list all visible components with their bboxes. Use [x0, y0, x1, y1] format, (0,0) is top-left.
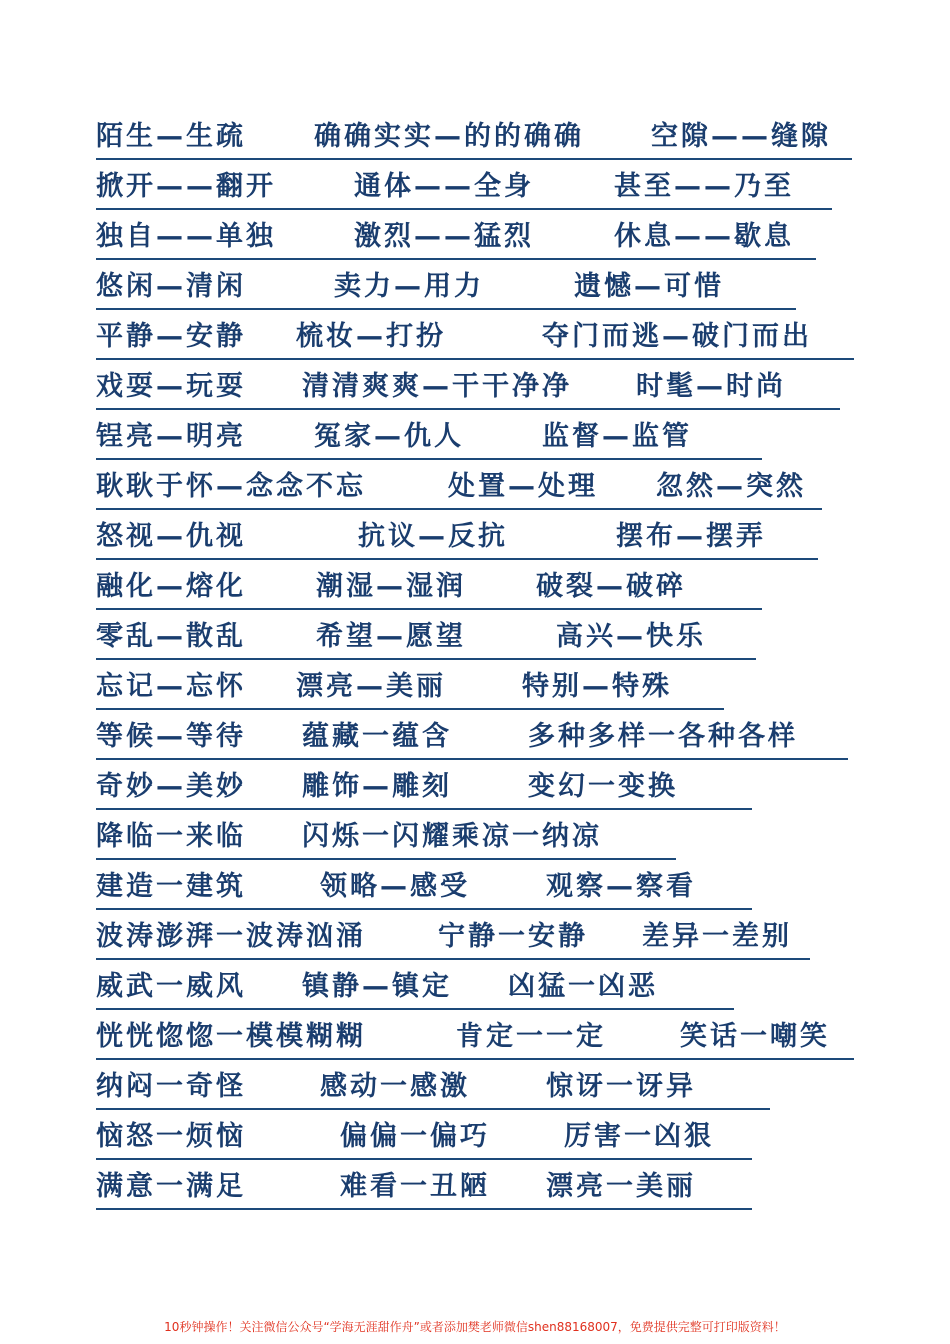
synonym-row [96, 868, 752, 910]
synonym-pair: 甚至——乃至 [614, 171, 794, 202]
synonym-pair: 处置—处理 [448, 471, 598, 502]
synonym-row [96, 1168, 752, 1210]
synonym-pair: 时髦—时尚 [636, 371, 786, 402]
synonym-pair: 陌生—生疏 [96, 121, 246, 152]
synonym-pair: 漂亮一美丽 [546, 1171, 696, 1202]
synonym-pair: 满意一满足 [96, 1171, 246, 1202]
synonym-pair: 融化—熔化 [96, 571, 246, 602]
synonym-pair: 宁静一安静 [438, 921, 588, 952]
synonym-row [96, 368, 840, 410]
synonym-pair: 凶猛一凶恶 [508, 971, 658, 1002]
synonym-row [96, 918, 810, 960]
synonym-pair: 蕴藏一蕴含 [302, 721, 452, 752]
synonym-pair: 锃亮—明亮 [96, 421, 246, 452]
synonym-pair: 肯定一一定 [456, 1021, 606, 1052]
synonym-pair: 等候—等待 [96, 721, 246, 752]
synonym-row [96, 1068, 770, 1110]
synonym-pair: 耿耿于怀—念念不忘 [96, 471, 366, 502]
synonym-row [96, 718, 848, 760]
synonym-pair: 清清爽爽—干干净净 [302, 371, 572, 402]
synonym-pair: 空隙——缝隙 [651, 121, 831, 152]
synonym-pair: 降临一来临 [96, 821, 246, 852]
synonym-pair: 建造一建筑 [96, 871, 246, 902]
synonym-row [96, 318, 854, 360]
synonym-pair: 激烈——猛烈 [354, 221, 534, 252]
synonym-row [96, 118, 852, 160]
synonym-pair: 独自——单独 [96, 221, 276, 252]
synonym-pair: 镇静—镇定 [302, 971, 452, 1002]
synonym-pair: 休息——歇息 [614, 221, 794, 252]
synonym-pair: 波涛澎湃一波涛汹涌 [96, 921, 366, 952]
synonym-pair: 悠闲—清闲 [96, 271, 246, 302]
synonym-pair: 潮湿—湿润 [316, 571, 466, 602]
synonym-pair: 偏偏一偏巧 [340, 1121, 490, 1152]
synonym-pair: 希望—愿望 [316, 621, 466, 652]
synonym-pair: 零乱—散乱 [96, 621, 246, 652]
synonym-pair: 观察—察看 [546, 871, 696, 902]
synonym-row [96, 568, 762, 610]
synonym-pair: 怒视—仇视 [96, 521, 246, 552]
synonym-pair: 漂亮—美丽 [296, 671, 446, 702]
synonym-pair: 忘记—忘怀 [96, 671, 246, 702]
synonym-pair: 摆布—摆弄 [616, 521, 766, 552]
synonym-row [96, 1018, 854, 1060]
synonym-pair: 领略—感受 [320, 871, 470, 902]
synonym-pair: 雕饰—雕刻 [302, 771, 452, 802]
synonym-pair: 梳妆—打扮 [296, 321, 446, 352]
synonym-pair: 多种多样一各种各样 [528, 721, 798, 752]
synonym-row [96, 468, 822, 510]
synonym-pair: 惊讶一讶异 [546, 1071, 696, 1102]
synonym-pair: 忽然—突然 [656, 471, 806, 502]
synonym-pair: 笑话一嘲笑 [680, 1021, 830, 1052]
synonym-pair: 卖力—用力 [334, 271, 484, 302]
synonym-pair: 夺门而逃—破门而出 [542, 321, 812, 352]
synonym-pair: 恼怒一烦恼 [96, 1121, 246, 1152]
synonym-pair: 难看一丑陋 [340, 1171, 490, 1202]
synonym-pair: 纳闷一奇怪 [96, 1071, 246, 1102]
synonym-row [96, 1118, 752, 1160]
synonym-pair: 掀开——翻开 [96, 171, 276, 202]
synonym-pair: 抗议—反抗 [358, 521, 508, 552]
synonym-row [96, 618, 756, 660]
synonym-pair: 高兴—快乐 [556, 621, 706, 652]
synonym-row [96, 168, 832, 210]
synonym-pair: 监督—监管 [542, 421, 692, 452]
synonym-pair: 冤家—仇人 [314, 421, 464, 452]
synonym-pair: 恍恍惚惚一模模糊糊 [96, 1021, 366, 1052]
synonym-pair: 通体——全身 [354, 171, 534, 202]
synonym-row [96, 768, 752, 810]
synonym-row [96, 668, 724, 710]
synonym-row [96, 268, 796, 310]
promo-footer: 10秒钟操作！关注微信公众号“学海无涯甜作舟”或者添加樊老师微信shen88168007，免费提供完整可打印版资料！ [164, 1320, 786, 1334]
synonym-pair: 特别—特殊 [522, 671, 672, 702]
synonym-pair: 平静—安静 [96, 321, 246, 352]
synonym-pair: 遗憾—可惜 [574, 271, 724, 302]
synonym-row [96, 518, 818, 560]
synonym-row [96, 218, 816, 260]
synonym-row [96, 418, 762, 460]
synonym-row [96, 818, 676, 860]
synonym-pair: 戏耍—玩耍 [96, 371, 246, 402]
synonym-pair: 差异一差别 [642, 921, 792, 952]
synonym-row [96, 968, 734, 1010]
synonym-pair: 闪烁一闪耀乘凉一纳凉 [302, 821, 602, 852]
synonym-pair: 感动一感激 [320, 1071, 470, 1102]
synonym-pair: 威武一威风 [96, 971, 246, 1002]
synonym-pair: 变幻一变换 [528, 771, 678, 802]
synonym-pair: 奇妙—美妙 [96, 771, 246, 802]
synonym-pair: 破裂—破碎 [536, 571, 686, 602]
synonym-pair: 厉害一凶狠 [564, 1121, 714, 1152]
synonym-pair: 确确实实—的的确确 [314, 121, 584, 152]
